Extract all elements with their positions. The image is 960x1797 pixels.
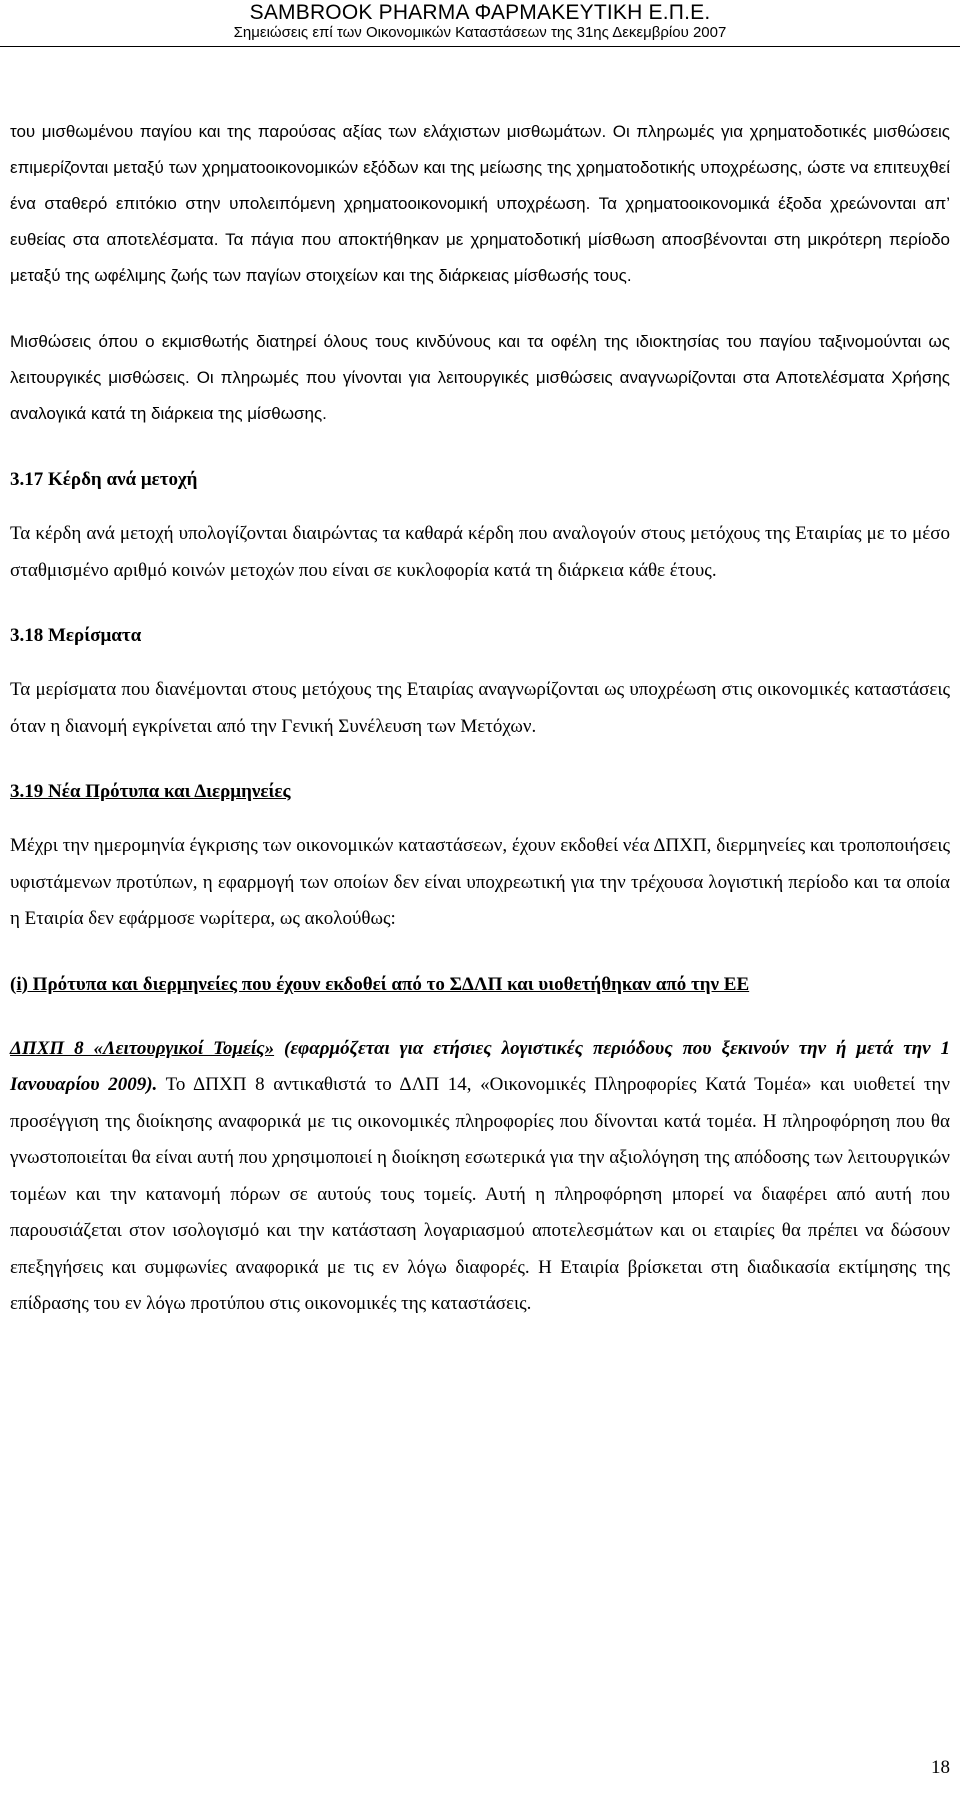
section-heading-3-19: 3.19 Νέα Πρότυπα και Διερμηνείες <box>10 781 291 802</box>
ifrs8-body: Το ΔΠΧΠ 8 αντικαθιστά το ΔΛΠ 14, «Οικονομικές Πληροφορίες Κατά Τομέα» και υιοθετεί την προσέγγιση της διοίκησης αναφορικά με τις οικονομικές πληροφορίες που δίνονται κατά τομέα. Η πληροφόρηση που θα γνωστοποιείται θα είναι αυτή που χρησιμοποιεί η διοίκηση εσωτερικά για την αξιολόγηση της απόδοσης των λειτουργικών τομέων και την κατανομή πόρων σε αυτούς τους τομείς. Αυτή η πληροφόρηση μπορεί να διαφέρει από αυτή που παρουσιάζεται στον ισολογισμό και την κατάσταση λογαριασμού αποτελεσμάτων και οι εταιρίες θα πρέπει να δώσουν επεξηγήσεις και συμφωνίες αναφορικά με τις εν λόγω διαφορές. Η Εταιρία βρίσκεται στη διαδικασία εκτίμησης της επίδρασης του εν λόγω προτύπου στις οικονομικές της καταστάσεις. <box>10 1074 950 1314</box>
ifrs8-title-rest: (εφαρμόζεται για ετήσιες λογιστικές περιόδους που ξεκινούν την ή μετά την 1 Ιανουαρίου 2009). <box>10 1037 950 1095</box>
section-heading-3-18: 3.18 Μερίσματα <box>10 625 142 646</box>
paragraph-dividends: Τα μερίσματα που διανέμονται στους μετόχους της Εταιρίας αναγνωρίζονται ως υποχρέωση στις οικονομικές καταστάσεις όταν η διανομή εγκρίνεται από την Γενική Συνέλευση των Μετόχων. <box>10 679 950 737</box>
ifrs8-title-underlined: ΔΠΧΠ 8 «Λειτουργικοί Τομείς» <box>10 1037 275 1059</box>
subheading-standards-adopted-by-eu: (i) Πρότυπα και διερμηνείες που έχουν εκδοθεί από το ΣΔΛΠ και υιοθετήθηκαν από την ΕΕ <box>10 973 750 995</box>
header-divider <box>0 46 960 47</box>
document-subtitle: Σημειώσεις επί των Οικονομικών Καταστάσεων της 31ης Δεκεμβρίου 2007 <box>233 24 727 41</box>
page-header <box>0 2 960 42</box>
paragraph-new-standards: Μέχρι την ημερομηνία έγκρισης των οικονομικών καταστάσεων, έχουν εκδοθεί νέα ΔΠΧΠ, διερμηνείες και τροποποιήσεις υφιστάμενων προτύπων, η εφαρμογή των οποίων δεν είναι υποχρεωτική για την τρέχουσα λογιστική περίοδο και τα οποία η Εταιρία δεν εφάρμοσε νωρίτερα, ως ακολούθως: <box>10 835 950 929</box>
paragraph-finance-lease: του μισθωμένου παγίου και της παρούσας αξίας των ελάχιστων μισθωμάτων. Οι πληρωμές για χρηματοδοτικές μισθώσεις επιμερίζονται μεταξύ των χρηματοοικονομικών εξόδων και της μείωσης της χρηματοδοτικής υποχρέωσης, ώστε να επιτευχθεί ένα σταθερό επιτόκιο στην υπολειπόμενη χρηματοοικονομική υποχρέωση. Τα χρηματοοικονομικά έξοδα χρεώνονται απ’ ευθείας στα αποτελέσματα. Τα πάγια που αποκτήθηκαν με χρηματοδοτική μίσθωση αποσβένονται στη μικρότερη περίοδο μεταξύ της ωφέλιμης ζωής των παγίων στοιχείων και της διάρκειας μίσθωσής τους. <box>10 122 950 285</box>
company-name: SAMBROOK PHARMA ΦΑΡΜΑΚΕΥΤΙΚΗ Ε.Π.Ε. <box>249 1 711 24</box>
paragraph-operating-lease: Μισθώσεις όπου ο εκμισθωτής διατηρεί όλους τους κινδύνους και τα οφέλη της ιδιοκτησίας του παγίου ταξινομούνται ως λειτουργικές μισθώσεις. Οι πληρωμές που γίνονται για λειτουργικές μισθώσεις αναγνωρίζονται στα Αποτελέσματα Χρήσης αναλογικά κατά τη διάρκεια της μίσθωσης. <box>10 332 950 423</box>
paragraph-ifrs-8 <box>10 1031 950 1323</box>
section-heading-3-17: 3.17 Κέρδη ανά μετοχή <box>10 469 198 490</box>
document-body <box>10 114 950 1323</box>
page-number: 18 <box>931 1757 950 1778</box>
paragraph-earnings-per-share: Τα κέρδη ανά μετοχή υπολογίζονται διαιρώντας τα καθαρά κέρδη που αναλογούν στους μετόχους της Εταιρίας με το μέσο σταθμισμένο αριθμό κοινών μετοχών που είναι σε κυκλοφορία κατά τη διάρκεια κάθε έτους. <box>10 523 950 581</box>
